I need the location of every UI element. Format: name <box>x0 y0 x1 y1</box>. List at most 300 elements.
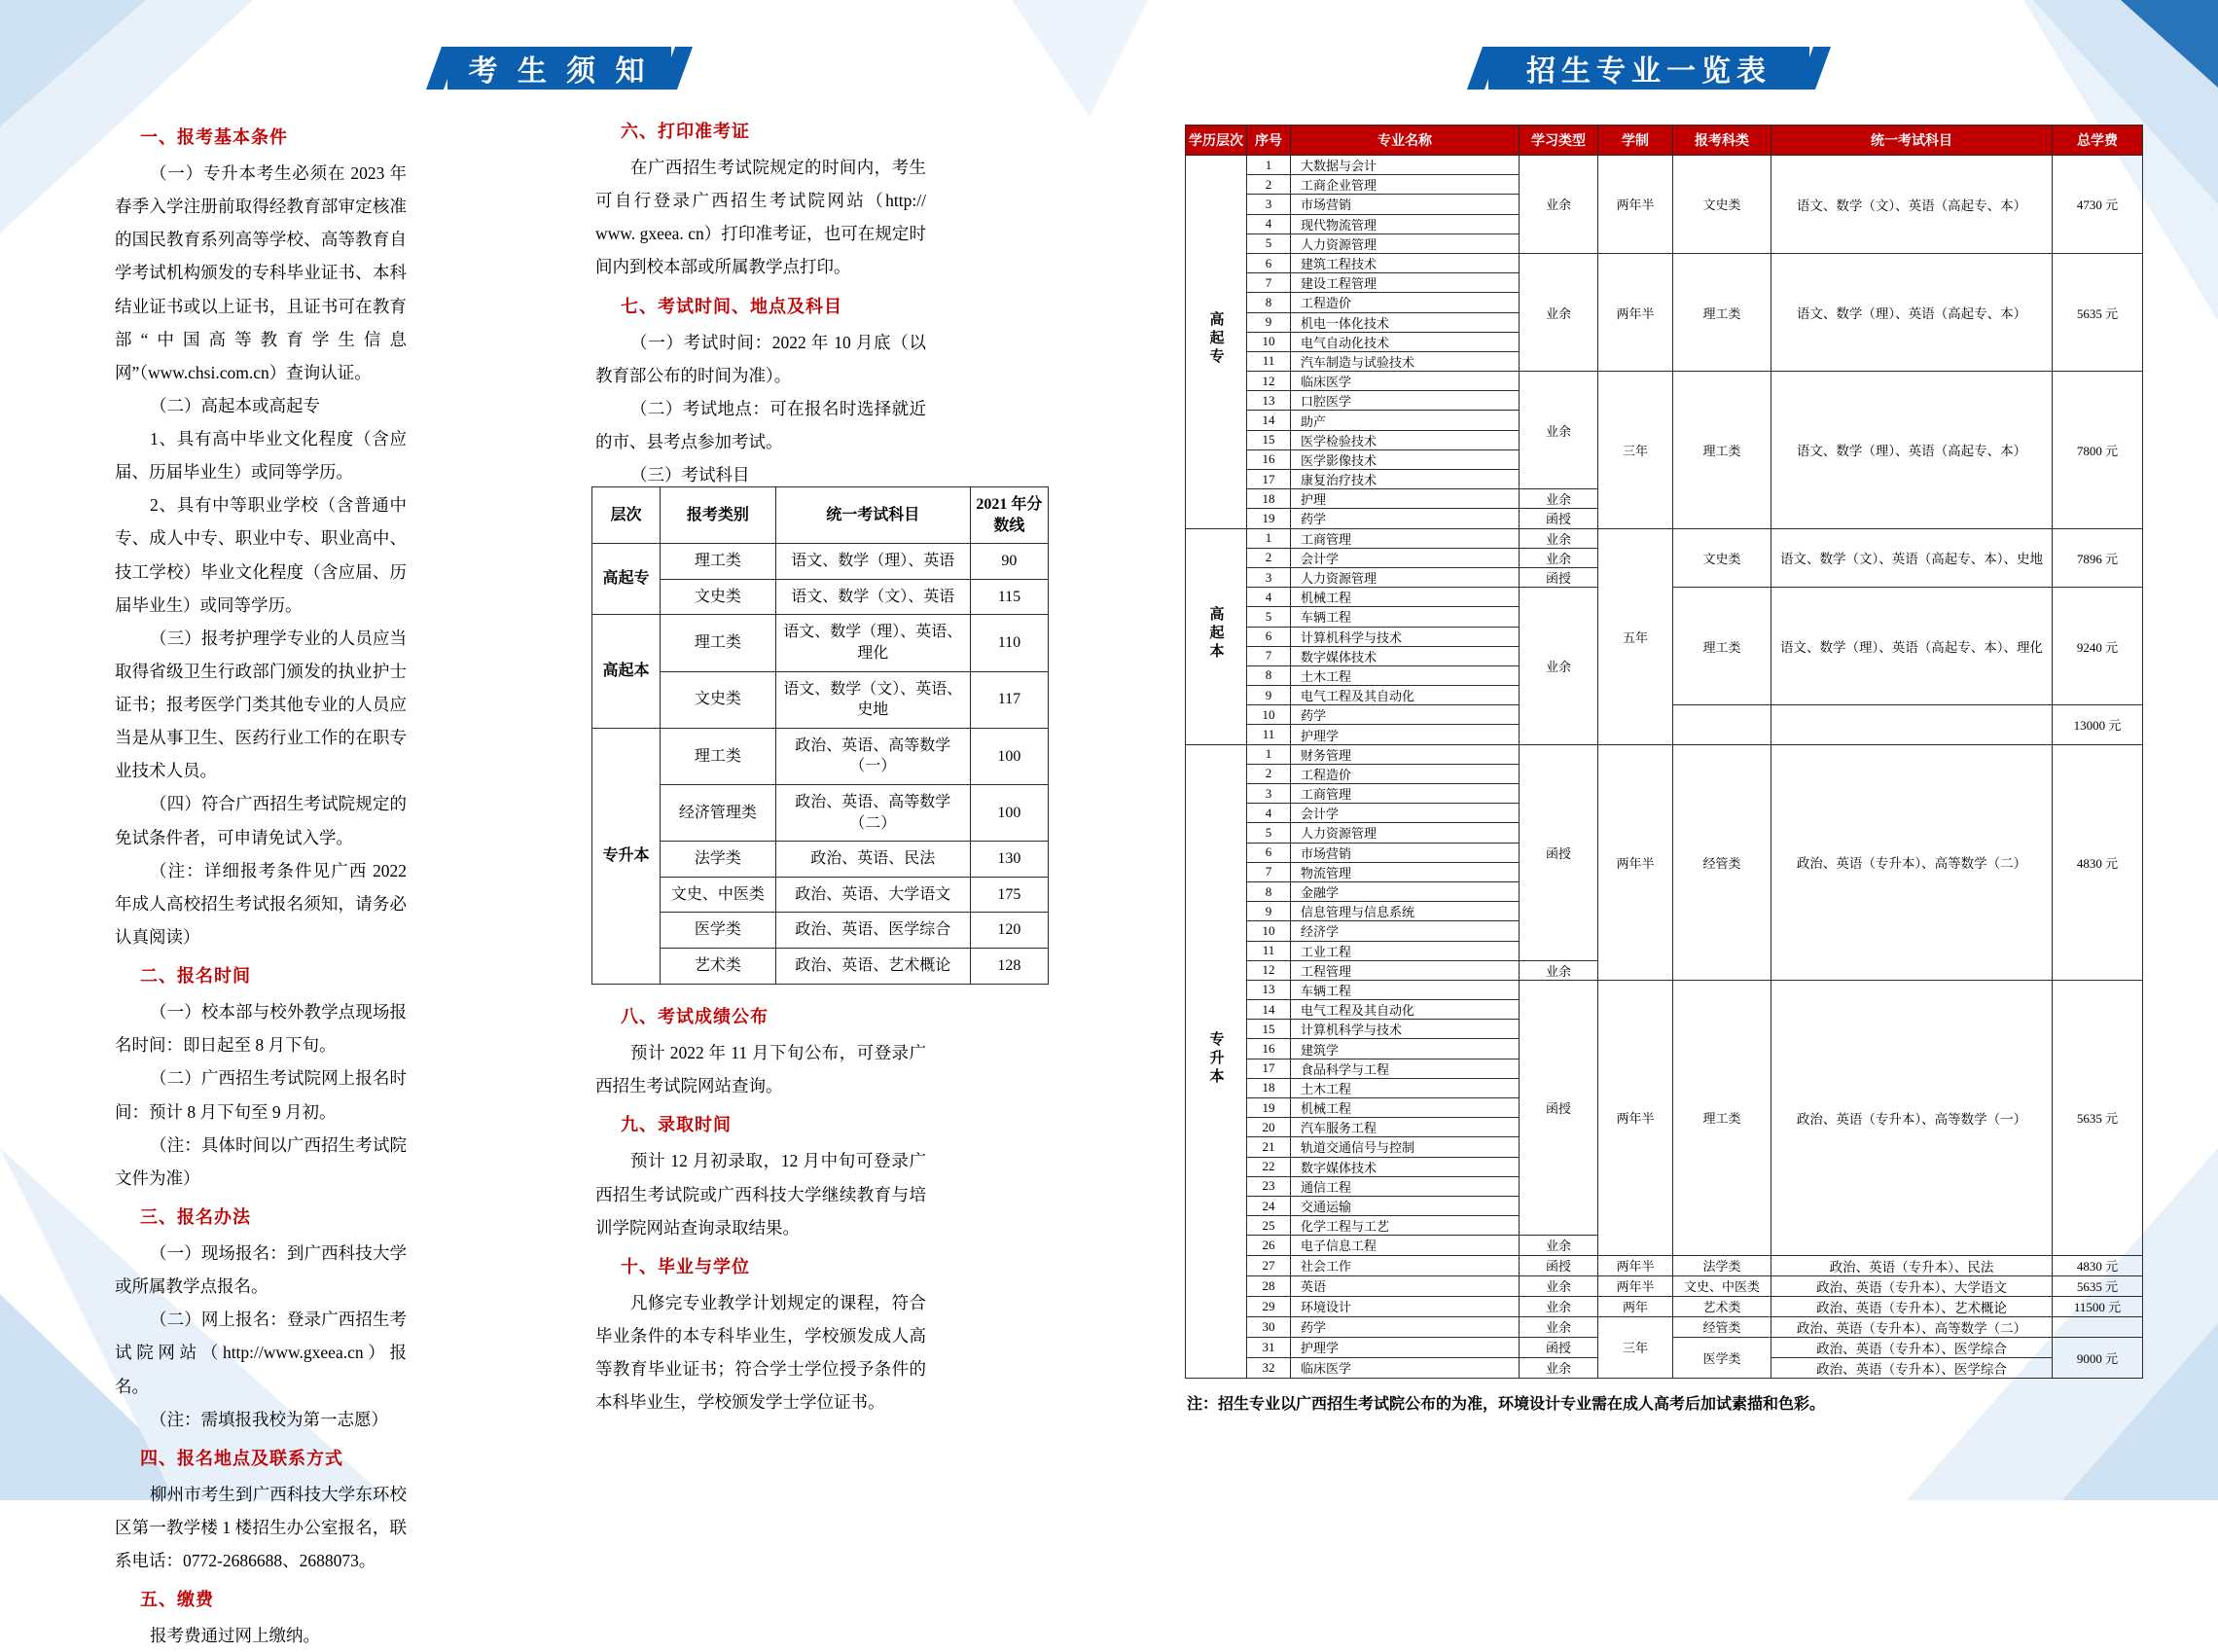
study-mode-cell: 业余 <box>1520 548 1598 567</box>
major-index-cell: 13 <box>1247 980 1291 999</box>
study-length-cell: 两年半 <box>1598 156 1673 254</box>
study-length-cell: 两年半 <box>1598 980 1673 1255</box>
major-name-cell: 土木工程 <box>1291 665 1520 685</box>
major-name-cell: 数字媒体技术 <box>1291 1157 1520 1176</box>
applicant-notice-column-2 <box>595 109 926 491</box>
major-name-cell: 护理学 <box>1291 1337 1520 1357</box>
major-index-cell: 29 <box>1247 1296 1291 1316</box>
major-name-cell: 英语 <box>1291 1275 1520 1296</box>
exam-table-row <box>592 671 1049 728</box>
study-mode-cell: 业余 <box>1520 372 1598 489</box>
major-name-cell: 电子信息工程 <box>1291 1236 1520 1255</box>
study-mode-cell: 函授 <box>1520 509 1598 528</box>
major-name-cell: 机械工程 <box>1291 1098 1520 1118</box>
notice-paragraph: （二）广西招生考试院网上报名时间：预计 8 月下旬至 9 月初。 <box>115 1068 407 1122</box>
major-index-cell: 24 <box>1247 1196 1291 1215</box>
major-index-cell: 30 <box>1247 1316 1291 1337</box>
major-name-cell: 工程造价 <box>1291 764 1520 783</box>
exam-score-cell: 100 <box>970 784 1048 841</box>
major-name-cell: 工程管理 <box>1291 960 1520 980</box>
unified-exam-subject-cell: 政治、英语（专升本）、医学综合 <box>1771 1357 2053 1378</box>
exam-category-cell: 理工类 <box>1673 980 1771 1255</box>
major-index-cell: 2 <box>1247 175 1291 195</box>
major-name-cell: 工商管理 <box>1291 784 1520 804</box>
major-index-cell: 9 <box>1247 686 1291 705</box>
study-length-cell: 三年 <box>1598 372 1673 529</box>
education-level-cell: 高起专 <box>1186 156 1247 529</box>
major-index-cell: 26 <box>1247 1236 1291 1255</box>
major-name-cell: 机电一体化技术 <box>1291 312 1520 332</box>
major-name-cell: 计算机科学与技术 <box>1291 1020 1520 1039</box>
major-name-cell: 汽车服务工程 <box>1291 1118 1520 1137</box>
major-table-row <box>1186 1316 2143 1337</box>
right-banner-label: 招生专业一览表 <box>1526 55 1771 88</box>
banner-tail-shape <box>1798 47 1831 90</box>
study-mode-cell: 业余 <box>1520 1296 1598 1316</box>
major-index-cell: 8 <box>1247 881 1291 901</box>
major-index-cell: 21 <box>1247 1137 1291 1157</box>
major-name-cell: 计算机科学与技术 <box>1291 627 1520 646</box>
study-mode-cell: 业余 <box>1520 1316 1598 1337</box>
major-name-cell: 护理学 <box>1291 725 1520 744</box>
exam-score-cell: 117 <box>970 671 1048 728</box>
major-name-cell: 药学 <box>1291 1316 1520 1337</box>
exam-table-row <box>592 913 1049 949</box>
unified-exam-subject-cell: 语文、数学（文）、英语（高起专、本） <box>1771 156 2053 254</box>
notice-paragraph: （二）高起本或高起专 <box>150 395 320 415</box>
exam-category-cell: 理工类 <box>661 615 776 671</box>
exam-score-cell: 115 <box>970 579 1048 615</box>
notice-paragraph: （注：详细报考条件见广西 2022 年成人高校招生考试报名须知，请务必认真阅读） <box>115 860 407 947</box>
major-name-cell: 口腔医学 <box>1291 391 1520 411</box>
exam-category-cell: 文史、中医类 <box>661 877 776 913</box>
unified-exam-subject-cell: 语文、数学（文）、英语（高起专、本）、史地 <box>1771 528 2053 588</box>
total-tuition-cell: 13000 元 <box>2053 705 2143 744</box>
unified-exam-subject-cell: 政治、英语（专升本）、高等数学（一） <box>1771 980 2053 1255</box>
major-name-cell: 化学工程与工艺 <box>1291 1216 1520 1236</box>
major-name-cell: 助产 <box>1291 411 1520 430</box>
exam-category-cell: 文史类 <box>661 671 776 728</box>
notice-paragraph: 报考费通过网上缴纳。 <box>150 1626 320 1646</box>
major-name-cell: 建筑学 <box>1291 1039 1520 1059</box>
major-name-cell: 数字媒体技术 <box>1291 646 1520 665</box>
major-table-row <box>1186 1255 2143 1275</box>
major-index-cell: 7 <box>1247 862 1291 881</box>
study-length-cell: 三年 <box>1598 1316 1673 1378</box>
exam-category-cell: 医学类 <box>661 913 776 949</box>
major-index-cell: 7 <box>1247 273 1291 293</box>
major-name-cell: 人力资源管理 <box>1291 567 1520 587</box>
study-mode-cell: 函授 <box>1520 567 1598 587</box>
exam-subjects-cell: 政治、英语、高等数学（二） <box>775 784 970 841</box>
unified-exam-subject-cell: 语文、数学（理）、英语（高起专、本） <box>1771 253 2053 371</box>
major-index-cell: 4 <box>1247 588 1291 607</box>
exam-subjects-cell: 政治、英语、医学综合 <box>775 913 970 949</box>
major-index-cell: 13 <box>1247 391 1291 411</box>
major-index-cell: 17 <box>1247 1059 1291 1078</box>
major-name-cell: 汽车制造与试验技术 <box>1291 351 1520 371</box>
notice-heading: 一、报考基本条件 <box>140 127 288 147</box>
major-index-cell: 12 <box>1247 372 1291 391</box>
exam-score-cell: 130 <box>970 842 1048 878</box>
notice-heading: 八、考试成绩公布 <box>621 1007 769 1026</box>
study-mode-cell: 函授 <box>1520 1255 1598 1275</box>
major-table-row <box>1186 253 2143 272</box>
major-table-row <box>1186 1275 2143 1296</box>
major-index-cell: 20 <box>1247 1118 1291 1137</box>
exam-score-cell: 175 <box>970 877 1048 913</box>
notice-heading: 三、报名办法 <box>140 1206 251 1227</box>
study-length-cell: 两年半 <box>1598 1275 1673 1296</box>
exam-category-cell: 文史类 <box>1673 528 1771 588</box>
exam-table-header: 统一考试科目 <box>775 487 970 544</box>
banner-head-shape <box>1467 47 1500 90</box>
exam-category-cell: 医学类 <box>1673 1337 1771 1378</box>
exam-category-cell: 理工类 <box>1673 588 1771 705</box>
major-index-cell: 16 <box>1247 1039 1291 1059</box>
unified-exam-subject-cell: 政治、英语（专升本）、大学语文 <box>1771 1275 2053 1296</box>
study-mode-cell: 业余 <box>1520 156 1598 254</box>
major-name-cell: 康复治疗技术 <box>1291 470 1520 489</box>
major-name-cell: 车辆工程 <box>1291 607 1520 627</box>
exam-table-row <box>592 948 1049 984</box>
major-name-cell: 物流管理 <box>1291 862 1520 881</box>
major-index-cell: 1 <box>1247 744 1291 764</box>
notice-heading: 五、缴费 <box>140 1590 214 1610</box>
major-name-cell: 药学 <box>1291 705 1520 725</box>
exam-table-row <box>592 784 1049 841</box>
study-mode-cell: 业余 <box>1520 1275 1598 1296</box>
major-name-cell: 电气工程及其自动化 <box>1291 686 1520 705</box>
major-name-cell: 工程造价 <box>1291 293 1520 312</box>
major-table-header: 学历层次 <box>1186 126 1247 156</box>
total-tuition-cell: 9000 元 <box>2053 1337 2143 1378</box>
exam-level-cell: 专升本 <box>592 728 661 984</box>
study-mode-cell: 业余 <box>1520 528 1598 548</box>
major-list-table <box>1185 125 2143 1379</box>
major-index-cell: 28 <box>1247 1275 1291 1296</box>
total-tuition-cell: 5635 元 <box>2053 253 2143 371</box>
study-mode-cell: 业余 <box>1520 489 1598 509</box>
notice-paragraph: 2、具有中等职业学校（含普通中专、成人中专、职业中专、职业高中、技工学校）毕业文化程度（含应届、历届毕业生）或同等学历。 <box>115 495 407 615</box>
major-index-cell: 10 <box>1247 705 1291 725</box>
unified-exam-subject-cell: 政治、英语（专升本）、高等数学（二） <box>1771 744 2053 980</box>
notice-paragraph: （一）校本部与校外教学点现场报名时间：即日起至 8 月下旬。 <box>115 1002 407 1056</box>
exam-category-cell: 理工类 <box>661 728 776 784</box>
major-table-row <box>1186 156 2143 175</box>
notice-heading: 七、考试时间、地点及科目 <box>621 296 842 316</box>
exam-subjects-cell: 政治、英语、艺术概论 <box>775 948 970 984</box>
left-banner-label: 考 生 须 知 <box>468 55 651 88</box>
major-name-cell: 交通运输 <box>1291 1196 1520 1215</box>
major-table-header: 报考科类 <box>1673 126 1771 156</box>
study-mode-cell: 业余 <box>1520 960 1598 980</box>
major-table-header: 专业名称 <box>1291 126 1520 156</box>
exam-category-cell: 艺术类 <box>1673 1296 1771 1316</box>
major-index-cell: 14 <box>1247 411 1291 430</box>
exam-score-cell: 100 <box>970 728 1048 784</box>
major-index-cell: 11 <box>1247 941 1291 960</box>
exam-table-header: 报考类别 <box>661 487 776 544</box>
unified-exam-subject-cell <box>1771 705 2053 744</box>
unified-exam-subject-cell: 政治、英语（专升本）、高等数学（二） <box>1771 1316 2053 1337</box>
notice-heading: 九、录取时间 <box>621 1115 732 1135</box>
major-name-cell: 社会工作 <box>1291 1255 1520 1275</box>
exam-table-row <box>592 615 1049 671</box>
major-table-header: 学制 <box>1598 126 1673 156</box>
major-index-cell: 15 <box>1247 1020 1291 1039</box>
study-mode-cell: 函授 <box>1520 1337 1598 1357</box>
major-index-cell: 16 <box>1247 449 1291 469</box>
major-index-cell: 2 <box>1247 764 1291 783</box>
major-name-cell: 土木工程 <box>1291 1078 1520 1097</box>
notice-paragraph: 1、具有高中毕业文化程度（含应届、历届毕业生）或同等学历。 <box>115 429 407 483</box>
major-name-cell: 电气工程及其自动化 <box>1291 1000 1520 1020</box>
exam-subjects-cell: 语文、数学（理）、英语、理化 <box>775 615 970 671</box>
major-index-cell: 18 <box>1247 489 1291 509</box>
unified-exam-subject-cell: 政治、英语（专升本）、民法 <box>1771 1255 2053 1275</box>
notice-paragraph: （注：具体时间以广西招生考试院文件为准） <box>115 1134 407 1188</box>
major-name-cell: 机械工程 <box>1291 588 1520 607</box>
exam-table-row <box>592 728 1049 784</box>
study-length-cell: 两年半 <box>1598 1255 1673 1275</box>
notice-paragraph: （一）考试时间：2022 年 10 月底（以教育部公布的时间为准）。 <box>595 332 926 385</box>
notice-paragraph: （三）考试科目 <box>630 465 750 485</box>
total-tuition-cell: 7896 元 <box>2053 528 2143 588</box>
major-index-cell: 22 <box>1247 1157 1291 1176</box>
exam-category-cell: 经管类 <box>1673 1316 1771 1337</box>
major-index-cell: 3 <box>1247 195 1291 214</box>
study-length-cell: 两年半 <box>1598 253 1673 371</box>
exam-subjects-cell: 语文、数学（理）、英语 <box>775 544 970 580</box>
exam-category-cell: 理工类 <box>1673 253 1771 371</box>
notice-paragraph: （二）网上报名：登录广西招生考试院网站（http://www.gxeea.cn）报名。 <box>115 1310 407 1396</box>
notice-heading: 六、打印准考证 <box>621 122 750 141</box>
major-table-row <box>1186 372 2143 391</box>
major-name-cell: 药学 <box>1291 509 1520 528</box>
major-index-cell: 5 <box>1247 233 1291 253</box>
major-name-cell: 经济学 <box>1291 921 1520 941</box>
exam-category-cell <box>1673 705 1771 744</box>
major-index-cell: 1 <box>1247 528 1291 548</box>
exam-table-row <box>592 877 1049 913</box>
major-name-cell: 人力资源管理 <box>1291 823 1520 843</box>
major-name-cell: 临床医学 <box>1291 1357 1520 1378</box>
major-name-cell: 食品科学与工程 <box>1291 1059 1520 1078</box>
left-section-banner <box>447 47 671 90</box>
major-name-cell: 医学检验技术 <box>1291 430 1520 449</box>
major-index-cell: 6 <box>1247 627 1291 646</box>
notice-paragraph: 柳州市考生到广西科技大学东环校区第一教学楼 1 楼招生办公室报名，联系电话：0772-2686688、2688073。 <box>115 1484 407 1571</box>
exam-subjects-cell: 语文、数学（文）、英语 <box>775 579 970 615</box>
exam-table-row <box>592 579 1049 615</box>
major-index-cell: 7 <box>1247 646 1291 665</box>
exam-table-row <box>592 842 1049 878</box>
major-name-cell: 财务管理 <box>1291 744 1520 764</box>
major-name-cell: 信息管理与信息系统 <box>1291 902 1520 921</box>
applicant-notice-column-1 <box>115 115 407 1652</box>
major-name-cell: 轨道交通信号与控制 <box>1291 1137 1520 1157</box>
education-level-cell: 高起本 <box>1186 528 1247 744</box>
major-index-cell: 31 <box>1247 1337 1291 1357</box>
major-index-cell: 17 <box>1247 470 1291 489</box>
major-name-cell: 现代物流管理 <box>1291 214 1520 233</box>
unified-exam-subject-cell: 政治、英语（专升本）、医学综合 <box>1771 1337 2053 1357</box>
notice-heading: 二、报名时间 <box>140 966 251 987</box>
study-length-cell: 五年 <box>1598 528 1673 744</box>
notice-paragraph: （一）专升本考生必须在 2023 年春季入学注册前取得经教育部审定核准的国民教育系列高等学校、高等教育自学考试机构颁发的专科毕业证书、本科结业证书或以上证书，且证书可在教育部“中国高等教育学生信息网”（www.chsi.com.cn）查询认证。 <box>115 163 407 382</box>
major-name-cell: 工业工程 <box>1291 941 1520 960</box>
major-index-cell: 3 <box>1247 784 1291 804</box>
major-index-cell: 8 <box>1247 293 1291 312</box>
unified-exam-subject-cell: 语文、数学（理）、英语（高起专、本）、理化 <box>1771 588 2053 705</box>
notice-paragraph: （二）考试地点：可在报名时选择就近的市、县考点参加考试。 <box>595 398 926 452</box>
major-table-header: 总学费 <box>2053 126 2143 156</box>
major-name-cell: 车辆工程 <box>1291 980 1520 999</box>
total-tuition-cell <box>2053 1316 2143 1337</box>
exam-score-cell: 128 <box>970 948 1048 984</box>
major-table-row <box>1186 528 2143 548</box>
major-index-cell: 15 <box>1247 430 1291 449</box>
study-mode-cell: 业余 <box>1520 588 1598 745</box>
total-tuition-cell: 7800 元 <box>2053 372 2143 529</box>
major-name-cell: 环境设计 <box>1291 1296 1520 1316</box>
major-table-row <box>1186 1296 2143 1316</box>
major-index-cell: 32 <box>1247 1357 1291 1378</box>
major-index-cell: 10 <box>1247 921 1291 941</box>
total-tuition-cell: 4830 元 <box>2053 1255 2143 1275</box>
exam-category-cell: 艺术类 <box>661 948 776 984</box>
study-mode-cell: 业余 <box>1520 253 1598 371</box>
major-index-cell: 9 <box>1247 902 1291 921</box>
notice-paragraph: （一）现场报名：到广西科技大学或所属教学点报名。 <box>115 1243 407 1297</box>
major-name-cell: 临床医学 <box>1291 372 1520 391</box>
major-index-cell: 19 <box>1247 509 1291 528</box>
exam-category-cell: 经管类 <box>1673 744 1771 980</box>
study-mode-cell: 函授 <box>1520 744 1598 960</box>
banner-head-shape <box>426 47 459 90</box>
exam-subjects-cell: 政治、英语、民法 <box>775 842 970 878</box>
major-name-cell: 市场营销 <box>1291 843 1520 862</box>
major-name-cell: 市场营销 <box>1291 195 1520 214</box>
exam-score-cell: 90 <box>970 544 1048 580</box>
major-name-cell: 工商企业管理 <box>1291 175 1520 195</box>
total-tuition-cell: 5635 元 <box>2053 980 2143 1255</box>
major-index-cell: 11 <box>1247 351 1291 371</box>
notice-paragraph: 预计 12 月初录取，12 月中旬可登录广西招生考试院或广西科技大学继续教育与培训学院网站查询录取结果。 <box>595 1151 926 1238</box>
exam-category-cell: 法学类 <box>661 842 776 878</box>
notice-paragraph: （四）符合广西招生考试院规定的免试条件者，可申请免试入学。 <box>115 794 407 847</box>
major-index-cell: 8 <box>1247 665 1291 685</box>
major-index-cell: 4 <box>1247 804 1291 823</box>
exam-subjects-cell: 语文、数学（文）、英语、史地 <box>775 671 970 728</box>
major-index-cell: 18 <box>1247 1078 1291 1097</box>
exam-level-cell: 高起专 <box>592 544 661 615</box>
exam-subject-table <box>591 486 1049 985</box>
exam-subjects-cell: 政治、英语、大学语文 <box>775 877 970 913</box>
major-index-cell: 12 <box>1247 960 1291 980</box>
study-mode-cell: 业余 <box>1520 1357 1598 1378</box>
major-name-cell: 电气自动化技术 <box>1291 332 1520 351</box>
study-mode-cell: 业余 <box>1520 1236 1598 1255</box>
major-table-header: 序号 <box>1247 126 1291 156</box>
exam-table-header: 2021 年分数线 <box>970 487 1048 544</box>
major-name-cell: 建筑工程技术 <box>1291 253 1520 272</box>
major-index-cell: 27 <box>1247 1255 1291 1275</box>
major-index-cell: 4 <box>1247 214 1291 233</box>
exam-category-cell: 经济管理类 <box>661 784 776 841</box>
major-index-cell: 11 <box>1247 725 1291 744</box>
notice-paragraph: 凡修完专业教学计划规定的课程，符合毕业条件的本专科毕业生，学校颁发成人高等教育毕业证书；符合学士学位授予条件的本科毕业生，学校颁发学士学位证书。 <box>595 1292 926 1413</box>
exam-score-cell: 120 <box>970 913 1048 949</box>
exam-category-cell: 文史、中医类 <box>1673 1275 1771 1296</box>
study-length-cell: 两年 <box>1598 1296 1673 1316</box>
major-name-cell: 会计学 <box>1291 548 1520 567</box>
study-mode-cell: 函授 <box>1520 980 1598 1235</box>
major-index-cell: 9 <box>1247 312 1291 332</box>
major-name-cell: 金融学 <box>1291 881 1520 901</box>
unified-exam-subject-cell: 政治、英语（专升本）、艺术概论 <box>1771 1296 2053 1316</box>
major-index-cell: 6 <box>1247 843 1291 862</box>
right-section-banner <box>1488 47 1809 90</box>
major-name-cell: 建设工程管理 <box>1291 273 1520 293</box>
major-table-row <box>1186 744 2143 764</box>
major-name-cell: 通信工程 <box>1291 1176 1520 1196</box>
notice-paragraph: （注：需填报我校为第一志愿） <box>150 1409 388 1429</box>
major-index-cell: 19 <box>1247 1098 1291 1118</box>
banner-tail-shape <box>660 47 693 90</box>
exam-level-cell: 高起本 <box>592 615 661 728</box>
major-name-cell: 工商管理 <box>1291 528 1520 548</box>
total-tuition-cell: 5635 元 <box>2053 1275 2143 1296</box>
applicant-notice-column-3 <box>595 994 926 1419</box>
exam-subjects-cell: 政治、英语、高等数学（一） <box>775 728 970 784</box>
exam-category-cell: 文史类 <box>661 579 776 615</box>
notice-paragraph: （三）报考护理学专业的人员应当取得省级卫生行政部门颁发的执业护士证书；报考医学门类其他专业的人员应当是从事卫生、医药行业工作的在职专业技术人员。 <box>115 628 407 781</box>
major-name-cell: 大数据与会计 <box>1291 156 1520 175</box>
unified-exam-subject-cell: 语文、数学（理）、英语（高起专、本） <box>1771 372 2053 529</box>
major-table-header: 统一考试科目 <box>1771 126 2053 156</box>
exam-category-cell: 法学类 <box>1673 1255 1771 1275</box>
major-name-cell: 人力资源管理 <box>1291 233 1520 253</box>
major-name-cell: 医学影像技术 <box>1291 449 1520 469</box>
total-tuition-cell: 4730 元 <box>2053 156 2143 254</box>
major-index-cell: 6 <box>1247 253 1291 272</box>
study-length-cell: 两年半 <box>1598 744 1673 980</box>
major-index-cell: 3 <box>1247 567 1291 587</box>
major-table-wrapper <box>1185 125 2143 1379</box>
major-index-cell: 23 <box>1247 1176 1291 1196</box>
major-table-row <box>1186 980 2143 999</box>
exam-category-cell: 理工类 <box>661 544 776 580</box>
major-index-cell: 10 <box>1247 332 1291 351</box>
major-table-header: 学习类型 <box>1520 126 1598 156</box>
major-name-cell: 会计学 <box>1291 804 1520 823</box>
major-index-cell: 5 <box>1247 823 1291 843</box>
notice-paragraph: 预计 2022 年 11 月下旬公布，可登录广西招生考试院网站查询。 <box>595 1043 926 1096</box>
notice-paragraph: 在广西招生考试院规定的时间内，考生可自行登录广西招生考试院网站（http:// www. gxeea. cn）打印准考证，也可在规定时间内到校本部或所属教学点打印。 <box>595 158 926 277</box>
exam-table-header: 层次 <box>592 487 661 544</box>
notice-heading: 四、报名地点及联系方式 <box>140 1448 343 1468</box>
total-tuition-cell: 11500 元 <box>2053 1296 2143 1316</box>
major-index-cell: 14 <box>1247 1000 1291 1020</box>
footer-note: 注：招生专业以广西招生考试院公布的为准，环境设计专业需在成人高考后加试素描和色彩。 <box>1187 1396 1826 1413</box>
major-index-cell: 1 <box>1247 156 1291 175</box>
total-tuition-cell: 4830 元 <box>2053 744 2143 980</box>
major-index-cell: 2 <box>1247 548 1291 567</box>
notice-heading: 十、毕业与学位 <box>621 1256 750 1276</box>
education-level-cell: 专升本 <box>1186 744 1247 1378</box>
